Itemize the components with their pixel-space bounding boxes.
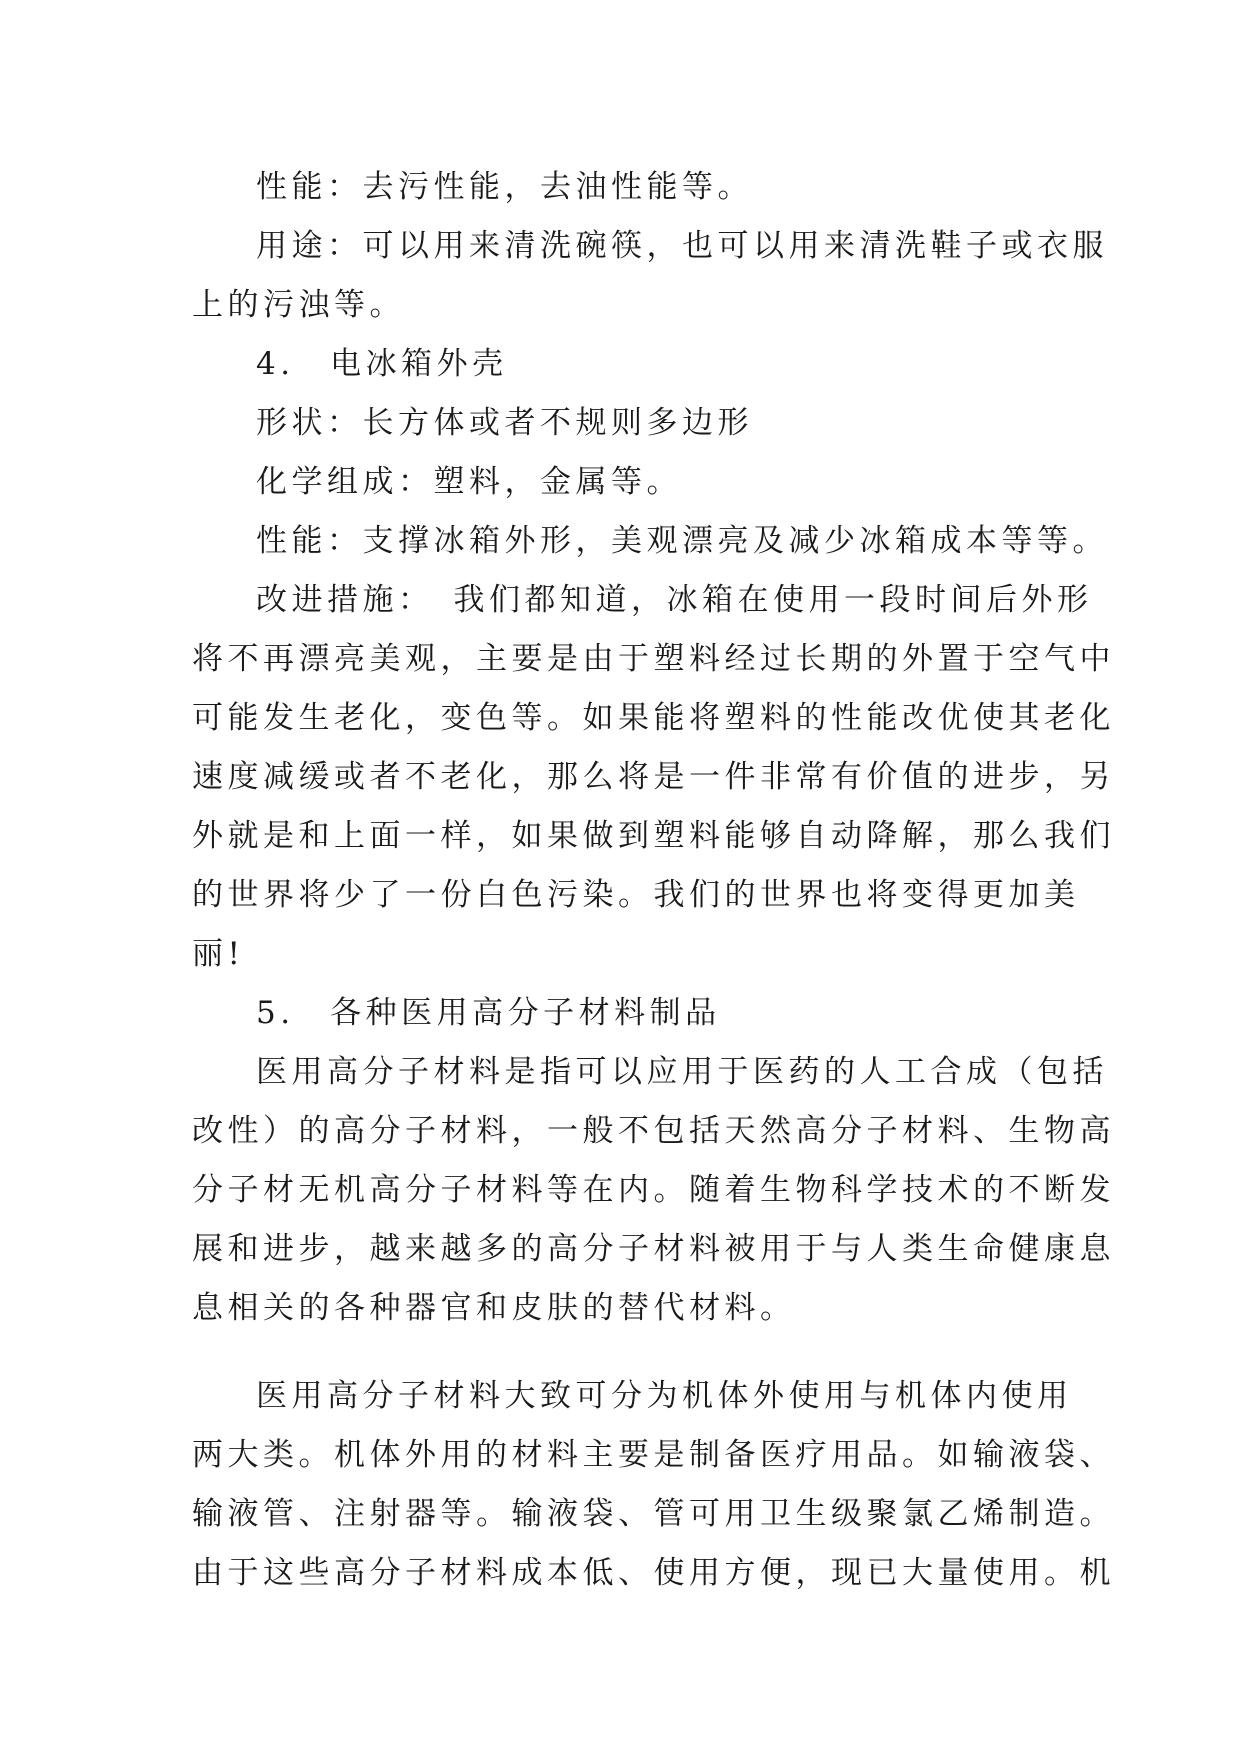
- paragraph-gap: [192, 1338, 1050, 1367]
- text-line-17: 改性）的高分子材料，一般不包括天然高分子材料、生物高: [192, 1113, 1115, 1149]
- text-line-22: 两大类。机体外用的材料主要是制备医疗用品。如输液袋、: [192, 1437, 1115, 1473]
- text-line-6: 化学组成：塑料，金属等。: [256, 464, 682, 500]
- text-line-20: 息相关的各种器官和皮肤的替代材料。: [192, 1290, 796, 1326]
- text-line-13: 的世界将少了一份白色污染。我们的世界也将变得更加美: [192, 877, 1080, 913]
- text-line-9: 将不再漂亮美观，主要是由于塑料经过长期的外置于空气中: [192, 641, 1115, 677]
- text-line-18: 分子材无机高分子材料等在内。随着生物科学技术的不断发: [192, 1172, 1115, 1208]
- text-line-7: 性能：支撑冰箱外形，美观漂亮及减少冰箱成本等等。: [256, 523, 1108, 559]
- text-line-24: 由于这些高分子材料成本低、使用方便，现已大量使用。机: [192, 1555, 1115, 1591]
- text-line-19: 展和进步，越来越多的高分子材料被用于与人类生命健康息: [192, 1231, 1115, 1267]
- text-line-11: 速度减缓或者不老化，那么将是一件非常有价值的进步，另: [192, 759, 1115, 795]
- text-line-5: 形状：长方体或者不规则多边形: [256, 405, 753, 441]
- text-line-8: 改进措施： 我们都知道，冰箱在使用一段时间后外形: [256, 582, 1093, 618]
- text-line-4: 4. 电冰箱外壳: [256, 346, 508, 382]
- text-line-15: 5. 各种医用高分子材料制品: [256, 995, 721, 1031]
- text-line-10: 可能发生老化，变色等。如果能将塑料的性能改优使其老化: [192, 700, 1115, 736]
- text-line-3: 上的污浊等。: [192, 287, 405, 323]
- text-line-1: 性能：去污性能，去油性能等。: [256, 169, 753, 205]
- text-line-14: 丽!: [192, 936, 245, 972]
- text-line-12: 外就是和上面一样，如果做到塑料能够自动降解，那么我们: [192, 818, 1115, 854]
- text-line-21: 医用高分子材料大致可分为机体外使用与机体内使用: [256, 1378, 1073, 1414]
- text-line-2: 用途：可以用来清洗碗筷，也可以用来清洗鞋子或衣服: [256, 228, 1108, 264]
- document-body: [192, 158, 1115, 1603]
- text-line-23: 输液管、注射器等。输液袋、管可用卫生级聚氯乙烯制造。: [192, 1496, 1115, 1532]
- text-line-16: 医用高分子材料是指可以应用于医药的人工合成（包括: [256, 1054, 1108, 1090]
